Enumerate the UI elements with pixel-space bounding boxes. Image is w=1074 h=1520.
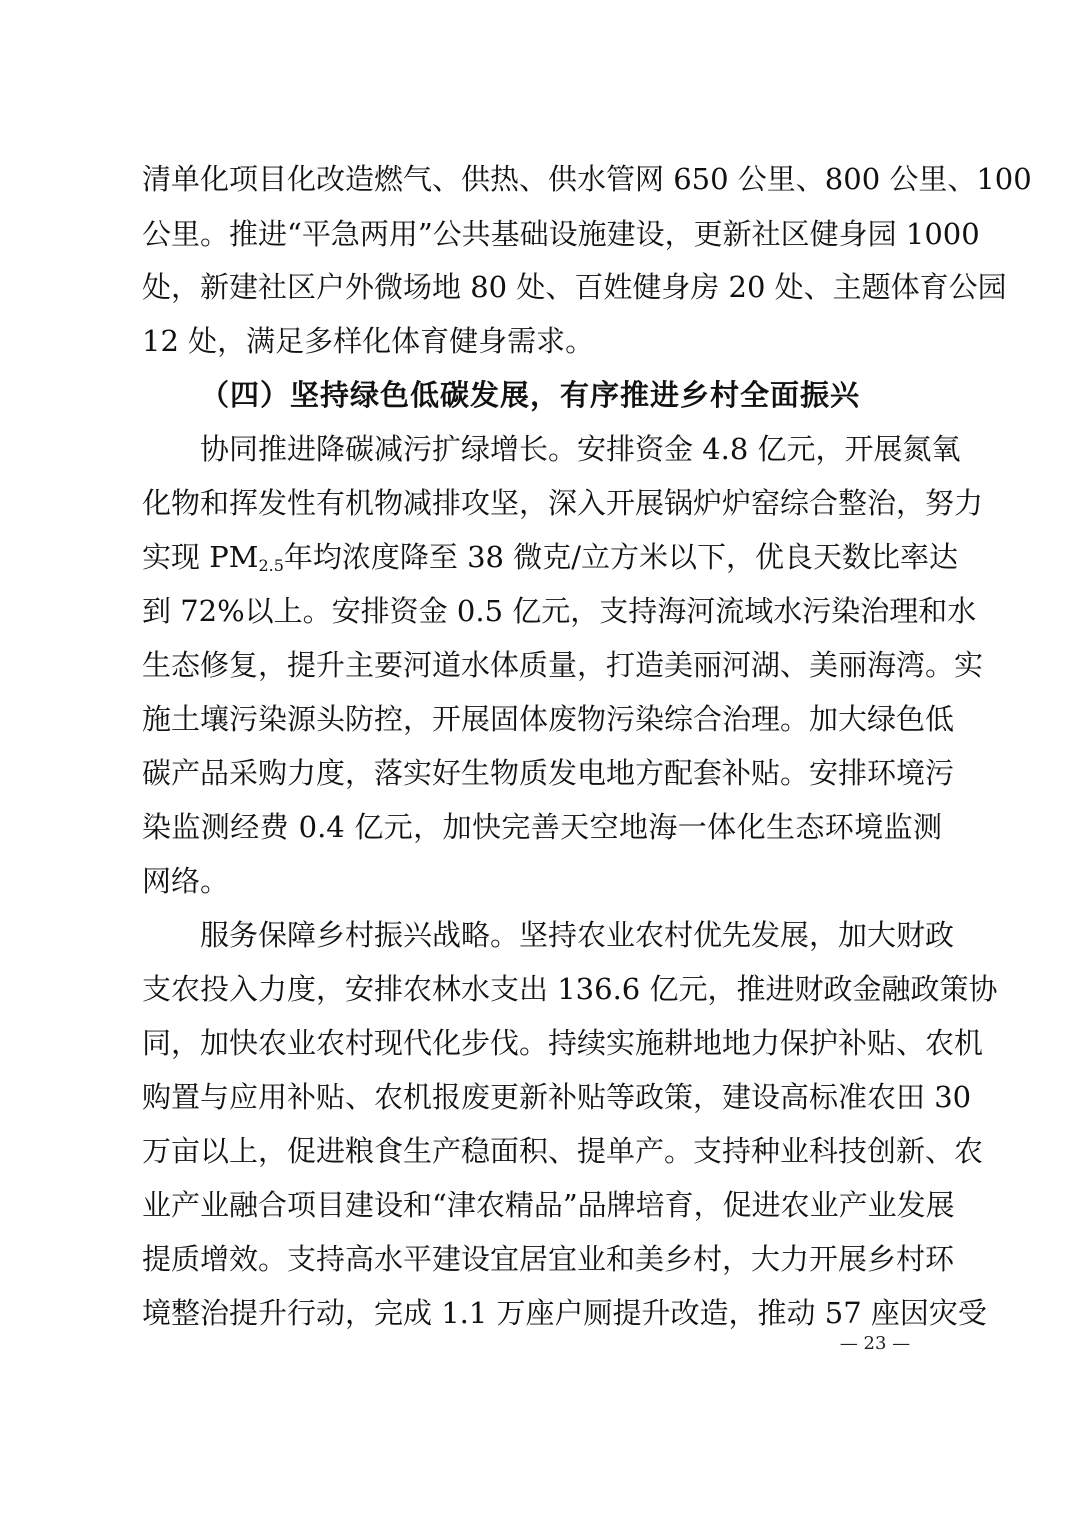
body-text-line: 公里。推进“平急两用”公共基础设施建设，更新社区健身园 1000 [142,217,980,251]
body-text-line: 万亩以上，促进粮食生产稳面积、提单产。支持种业科技创新、农 [142,1134,984,1168]
body-text-line: 业产业融合项目建设和“津农精品”品牌培育，促进农业产业发展 [142,1188,955,1222]
body-text-line: 染监测经费 0.4 亿元，加快完善天空地海一体化生态环境监测 [142,810,942,844]
page-number: — 23 — [839,1333,911,1354]
body-text-line: 服务保障乡村振兴战略。坚持农业农村优先发展，加大财政 [200,918,955,952]
body-text-line: 支农投入力度，安排农林水支出 136.6 亿元，推进财政金融政策协 [142,972,998,1006]
body-text-line: 提质增效。支持高水平建设宜居宜业和美乡村，大力开展乡村环 [142,1242,955,1276]
pm-subscript: 2.5 [258,556,284,575]
body-text-line: 生态修复，提升主要河道水体质量，打造美丽河湖、美丽海湾。实 [142,648,984,682]
section-heading: （四）坚持绿色低碳发展，有序推进乡村全面振兴 [200,378,861,412]
body-text-line: 境整治提升行动，完成 1.1 万座户厕提升改造，推动 57 座因灾受 [142,1296,987,1330]
body-text-line: 到 72%以上。安排资金 0.5 亿元，支持海河流域水污染治理和水 [142,594,977,628]
body-text-line: 清单化项目化改造燃气、供热、供水管网 650 公里、800 公里、100 [142,162,1032,196]
body-text-line: 协同推进降碳减污扩绿增长。安排资金 4.8 亿元，开展氮氧 [200,432,961,466]
body-text-line: 同，加快农业农村现代化步伐。持续实施耕地地力保护补贴、农机 [142,1026,984,1060]
body-text-line: 网络。 [142,864,230,898]
body-text-line: 施土壤污染源头防控，开展固体废物污染综合治理。加大绿色低 [142,702,955,736]
body-text-line: 处，新建社区户外微场地 80 处、百姓健身房 20 处、主题体育公园 [142,270,1007,304]
body-text-line: 12 处，满足多样化体育健身需求。 [142,324,595,358]
body-text-line: 化物和挥发性有机物减排攻坚，深入开展锅炉炉窑综合整治，努力 [142,486,984,520]
body-text-line [142,540,958,575]
body-text-line: 碳产品采购力度，落实好生物质发电地方配套补贴。安排环境污 [142,756,955,790]
pm-text: 年均浓度降至 38 微克/立方米以下，优良天数比率达 [283,540,958,574]
body-text-line: 购置与应用补贴、农机报废更新补贴等政策，建设高标准农田 30 [142,1080,972,1114]
pm-label: 实现 PM [142,540,259,574]
